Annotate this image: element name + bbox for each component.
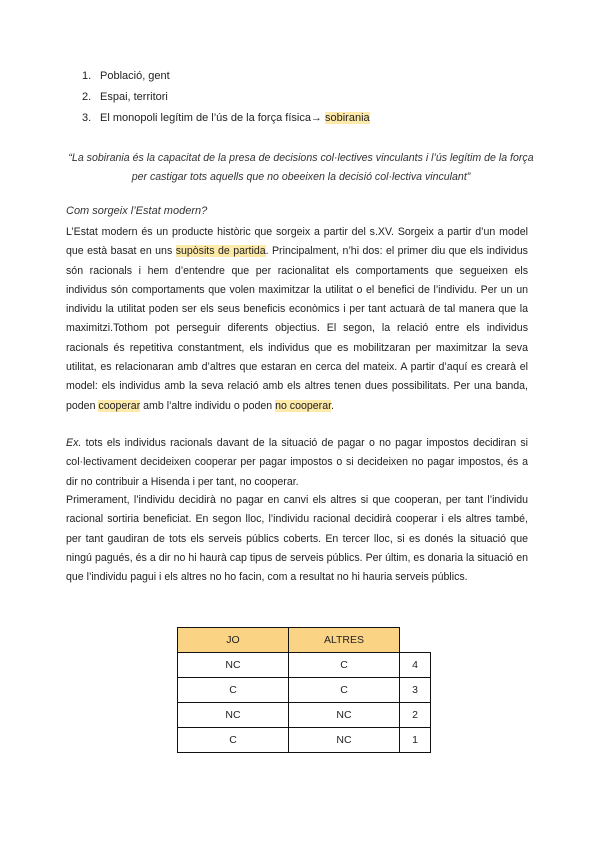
example-label: Ex. [66,437,82,449]
results-table [177,627,431,753]
paragraph-text: tots els individus racionals davant de la situació de pagar o no pagar impostos decidiran si col·lectivament decideixen cooperar per pagar impostos o si decideixen no pagar impostos, és a dir no contribuir a Hisenda i per tant, no cooperar. [66,437,528,488]
paragraph-text: . Principalment, n’hi dos: el primer diu que els individus són racionals i hem d’entendre que per racionalitat els comportaments que segueixen els individus són comportaments que volen maximitzar la utilitat o el benefici de l’individu. Per un un individu la utilitat poden ser els seus beneficis econòmics i per tant actuarà de tal manera que la maximitzi.Tothom pot perseguir diferents objectius. El segon, la relació entre els individus racionals és repetitiva constantment, els individus que es mobilitzaran per maximitzar la seva utilitat, es relacionaran amb d’altres que estaran en cerca del mateix. A partir d’aquí es crearà el model: els individus amb la seva relació amb els altres tenen dues possibilitats. Per una banda, poden [66,245,528,412]
table-cell: 2 [400,703,431,728]
list-number: 2. [82,91,92,103]
table-cell: C [289,678,400,703]
table-cell: NC [289,703,400,728]
list-text: Població, gent [100,70,170,82]
numbered-list [82,66,370,129]
paragraph-text: . [331,399,334,412]
table-row [178,728,431,753]
table-cell: 4 [400,653,431,678]
paragraph-text: amb l’altre individu o poden [140,399,276,412]
header-jo: JO [178,628,289,653]
table-row [178,653,431,678]
table-cell: NC [178,703,289,728]
list-number: 1. [82,70,92,82]
table-cell: C [289,653,400,678]
highlight-sobirania: sobirania [325,112,370,124]
table-cell: 3 [400,678,431,703]
list-number: 3. [82,112,92,124]
paragraph-estat-modern [66,223,528,416]
paragraph-text: L’Estat modern és un producte històric que sorgeix a partir del s.XV. Sorgeix a partir d’un model que està basat en uns [66,226,528,258]
header-altres: ALTRES [289,628,400,653]
section-heading: Com sorgeix l’Estat modern? [66,205,208,217]
table-row [178,678,431,703]
paragraph-scenarios: Primerament, l’individu decidirà no pagar en canvi els altres si que cooperan, per tant l’individu racional sortiria beneficiat. En segon lloc, l’individu racional decidirà cooperar i els altres també, per tant gaudiran de tots els serveis públics coberts. En tercer lloc, si es donés la situació que ningú pagués, és a dir no hi haurà cap tipus de serveis públics. Per últim, es donaria la situació en que l’individu pagui i els altres no ho facin, com a resultat no hi hauria serveis públics. [66,494,528,584]
table-header-row [178,628,431,653]
header-empty [400,628,431,653]
table-cell: NC [178,653,289,678]
list-item [82,87,370,108]
table-row [178,703,431,728]
table-cell: NC [289,728,400,753]
list-item [82,66,370,87]
list-item [82,108,370,129]
list-text: Espai, territori [100,91,168,103]
highlight-suposits: supòsits de partida [175,245,266,258]
table-cell: C [178,728,289,753]
table-cell: 1 [400,728,431,753]
definition-quote: “La sobirania és la capacitat de la presa de decisions col·lectives vinculants i l’ús legítim de la força per castigar tots aquells que no obeeixen la decisió col·lectiva vinculant” [68,152,534,183]
highlight-no-cooperar: no cooperar [275,399,332,412]
paragraph-example [66,434,528,492]
highlight-cooperar: cooperar [98,399,141,412]
list-text: El monopoli legítim de l’ús de la força física→ [100,112,325,124]
table-cell: C [178,678,289,703]
